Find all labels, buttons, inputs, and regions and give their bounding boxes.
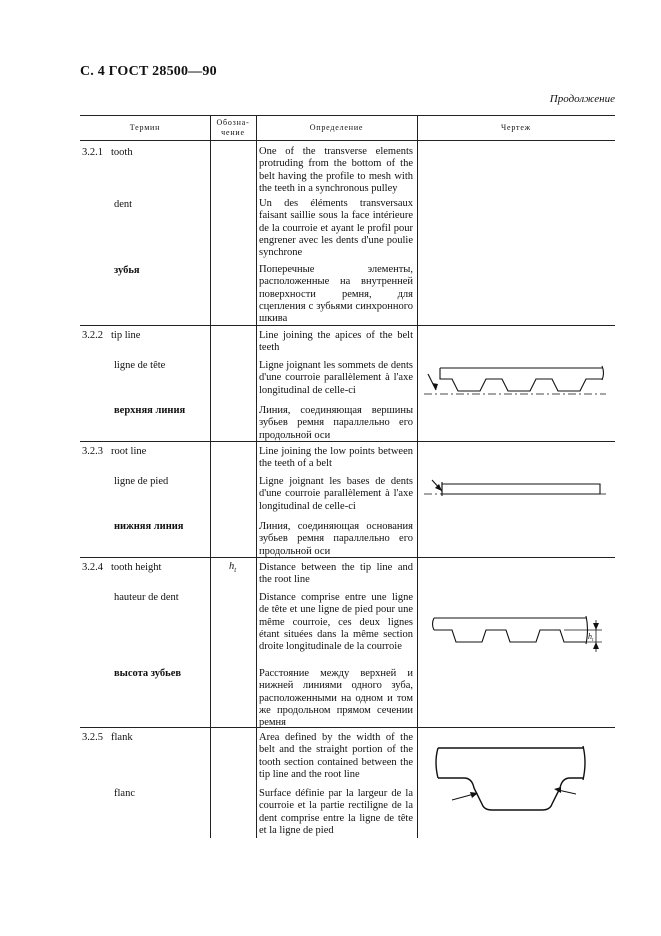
term-en: tooth height [111,562,162,573]
term-fr: ligne de tête [114,360,166,371]
definition-en: One of the transverse elements protruding from the bottom of the belt having the profile to mesh with the teeth in a synchronous pulley [259,146,413,194]
definition-fr: Distance comprise entre une ligne de tête et une ligne de pied pour une même courroie, ces deux lignes étant situées dans la même section droite longitudinale de la courroie [259,592,413,653]
definition-en: Distance between the tip line and the root line [259,562,413,586]
column-header-drawing: Чертеж [500,122,532,132]
page-title: С. 4 ГОСТ 28500—90 [80,64,217,79]
continuation-label: Продолжение [549,93,615,105]
term-fr: ligne de pied [114,476,169,487]
term-ru: зубья [114,265,140,276]
term-ru: верхняя линия [114,405,186,416]
tip-line-drawing [420,362,610,404]
entry-number: 3.2.4 [82,562,103,573]
term-en: tooth [111,147,133,158]
definition-en: Line joining the apices of the belt teeth [259,330,413,354]
tooth-height-drawing [430,612,610,656]
column-header-definition: Определение [309,122,364,132]
term-fr: hauteur de dent [114,592,179,603]
column-header-symbol: Обозна- чение [216,117,250,137]
definition-fr: Ligne joignant les sommets de dents d'une courroie parallèlement à l'axe longitudinal de celle-ci [259,360,413,396]
drawing-label-ht: $h_t$ [588,632,594,643]
symbol-ht: $h_t$ [229,561,237,575]
root-line-drawing [420,474,610,504]
definition-fr: Un des éléments transversaux faisant saillie sous la face intérieure de la courroie et ayant le profil pour engrener avec les dents d'une poulie synchrone [259,198,413,259]
definition-ru: Расстояние между верхней и нижней линиями одного зуба, расположенными на одном и том же продольном прямом сечении ремня [259,668,413,729]
entry-number: 3.2.5 [82,732,103,743]
term-ru: нижняя линия [114,521,184,532]
definition-en: Line joining the low points between the teeth of a belt [259,446,413,470]
term-en: root line [111,446,147,457]
definition-fr: Ligne joignant les bases de dents d'une courroie parallèlement à l'axe longitudinal de celle-ci [259,476,413,512]
definition-fr: Surface définie par la largeur de la courroie et la partie rectiligne de la dent comprise entre la ligne de tête et la ligne de pied [259,788,413,836]
term-en: tip line [111,330,141,341]
term-fr: dent [114,199,133,210]
flank-drawing [428,732,610,832]
entry-number: 3.2.3 [82,446,103,457]
entry-number: 3.2.2 [82,330,103,341]
definition-ru: Линия, соединяющая вершины зубьев ремня параллельно его продольной оси [259,405,413,441]
term-ru: высота зубьев [114,668,182,679]
definition-ru: Линия, соединяющая основания зубьев ремня параллельно его продольной оси [259,521,413,557]
term-fr: flanc [114,788,135,799]
term-en: flank [111,732,133,743]
entry-number: 3.2.1 [82,147,103,158]
column-header-term: Термин [129,122,161,132]
definition-ru: Поперечные элементы, расположенные на внутренней поверхности ремня, для сцепления с зубьями синхронного шкива [259,264,413,325]
definition-en: Area defined by the width of the belt and the straight portion of the tooth section contained between the tip line and the root line [259,732,413,780]
